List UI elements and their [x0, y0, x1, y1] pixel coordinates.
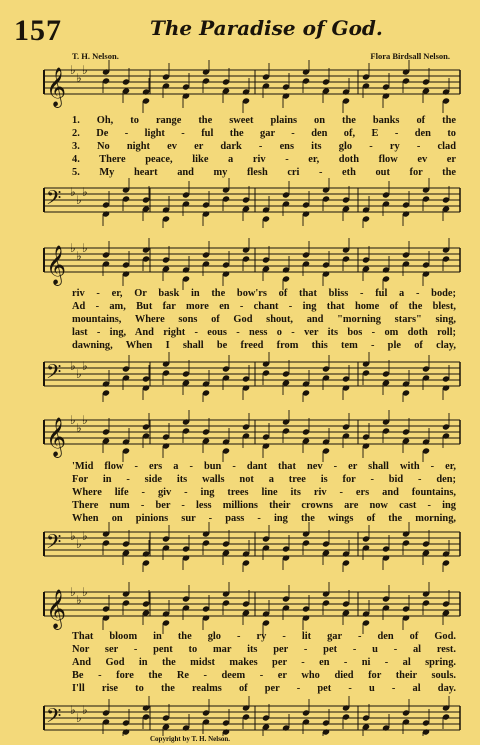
flat-icon: ♭ [76, 249, 82, 263]
lyric-line: And God in the midst makes per - en - ni - al spring. [72, 657, 456, 668]
music-author: T. H. Nelson. [72, 51, 119, 61]
lyrics-system-1 [72, 114, 456, 179]
flat-icon: ♭ [76, 193, 82, 207]
bass-staff-system-3 [0, 522, 480, 572]
lyric-line: 3. No night ev er dark - ens its glo - ry - clad [72, 141, 456, 152]
lyric-line: I'll rise to the realms of per - pet - u - al day. [72, 683, 456, 694]
treble-clef-icon: 𝄞 [46, 417, 67, 457]
treble-staff-system-3 [0, 410, 480, 462]
lyric-line: That bloom in the glo - ry - lit gar - den of God. [72, 631, 456, 642]
flat-icon: ♭ [70, 529, 76, 543]
flat-icon: ♭ [70, 413, 76, 427]
flat-icon: ♭ [82, 241, 88, 255]
flat-icon: ♭ [70, 585, 76, 599]
lyric-line: Be - fore the Re - deem - er who died for their souls. [72, 670, 456, 681]
lyric-line: Where life - giv - ing trees line its riv - ers and fountains, [72, 487, 456, 498]
lyric-line: last - ing, And right - eous - ness o - ver its bos - om doth roll; [72, 327, 456, 338]
flat-icon: ♭ [82, 585, 88, 599]
hymn-title: The Paradise of God. [150, 16, 383, 40]
lyric-line: For in - side its walls not a tree is for - bid - den; [72, 474, 456, 485]
flat-icon: ♭ [70, 703, 76, 717]
hymn-number: 157 [14, 14, 62, 47]
flat-icon: ♭ [70, 185, 76, 199]
lyric-line: Ad - am, But far more en - chant - ing that home of the blest, [72, 301, 456, 312]
flat-icon: ♭ [76, 711, 82, 725]
words-author: Flora Birdsall Nelson. [370, 51, 450, 61]
lyric-line: Nor ser - pent to mar its per - pet - u - al rest. [72, 644, 456, 655]
flat-icon: ♭ [76, 537, 82, 551]
treble-clef-icon: 𝄞 [46, 589, 67, 629]
lyric-line: 4. There peace, like a riv - er, doth flow ev er [72, 154, 456, 165]
lyrics-system-4 [72, 630, 456, 695]
copyright-notice: Copyright by T. H. Nelson. [150, 735, 231, 743]
flat-icon: ♭ [82, 529, 88, 543]
flat-icon: ♭ [82, 359, 88, 373]
lyric-line: dawning, When I shall be freed from this tem - ple of clay, [72, 340, 456, 351]
treble-clef-icon: 𝄞 [46, 245, 67, 285]
lyric-line: 5. My heart and my flesh cri - eth out for the [72, 167, 456, 178]
flat-icon: ♭ [82, 703, 88, 717]
lyric-line: mountains, Where sons of God shout, and "morning stars" sing, [72, 314, 456, 325]
bass-clef-icon: 𝄢 [46, 360, 62, 388]
flat-icon: ♭ [82, 413, 88, 427]
treble-staff-system-4 [0, 582, 480, 634]
flat-icon: ♭ [76, 71, 82, 85]
lyric-line: When on pinions sur - pass - ing the wings of the morning, [72, 513, 456, 524]
flat-icon: ♭ [70, 241, 76, 255]
flat-icon: ♭ [82, 63, 88, 77]
flat-icon: ♭ [76, 421, 82, 435]
lyrics-system-3 [72, 460, 456, 525]
bass-staff-system-4 [0, 696, 480, 736]
flat-icon: ♭ [76, 367, 82, 381]
lyric-line: There num - ber - less millions their crowns are now cast - ing [72, 500, 456, 511]
treble-staff-system-2 [0, 238, 480, 290]
bass-clef-icon: 𝄢 [46, 704, 62, 732]
flat-icon: ♭ [82, 185, 88, 199]
treble-clef-icon: 𝄞 [46, 67, 67, 107]
lyric-line: 2. De - light - ful the gar - den of, E - den to [72, 128, 456, 139]
bass-clef-icon: 𝄢 [46, 530, 62, 558]
flat-icon: ♭ [70, 63, 76, 77]
lyric-line: 'Mid flow - ers a - bun - dant that nev - er shall with - er, [72, 461, 456, 472]
flat-icon: ♭ [70, 359, 76, 373]
lyric-line: riv - er, Or bask in the bow'rs of that bliss - ful a - bode; [72, 288, 456, 299]
lyrics-system-2 [72, 287, 456, 352]
flat-icon: ♭ [76, 593, 82, 607]
bass-staff-system-2 [0, 352, 480, 402]
treble-staff-system-1 [0, 60, 480, 116]
bass-staff-system-1 [0, 178, 480, 228]
lyric-line: 1. Oh, to range the sweet plains on the banks of the [72, 115, 456, 126]
bass-clef-icon: 𝄢 [46, 186, 62, 214]
